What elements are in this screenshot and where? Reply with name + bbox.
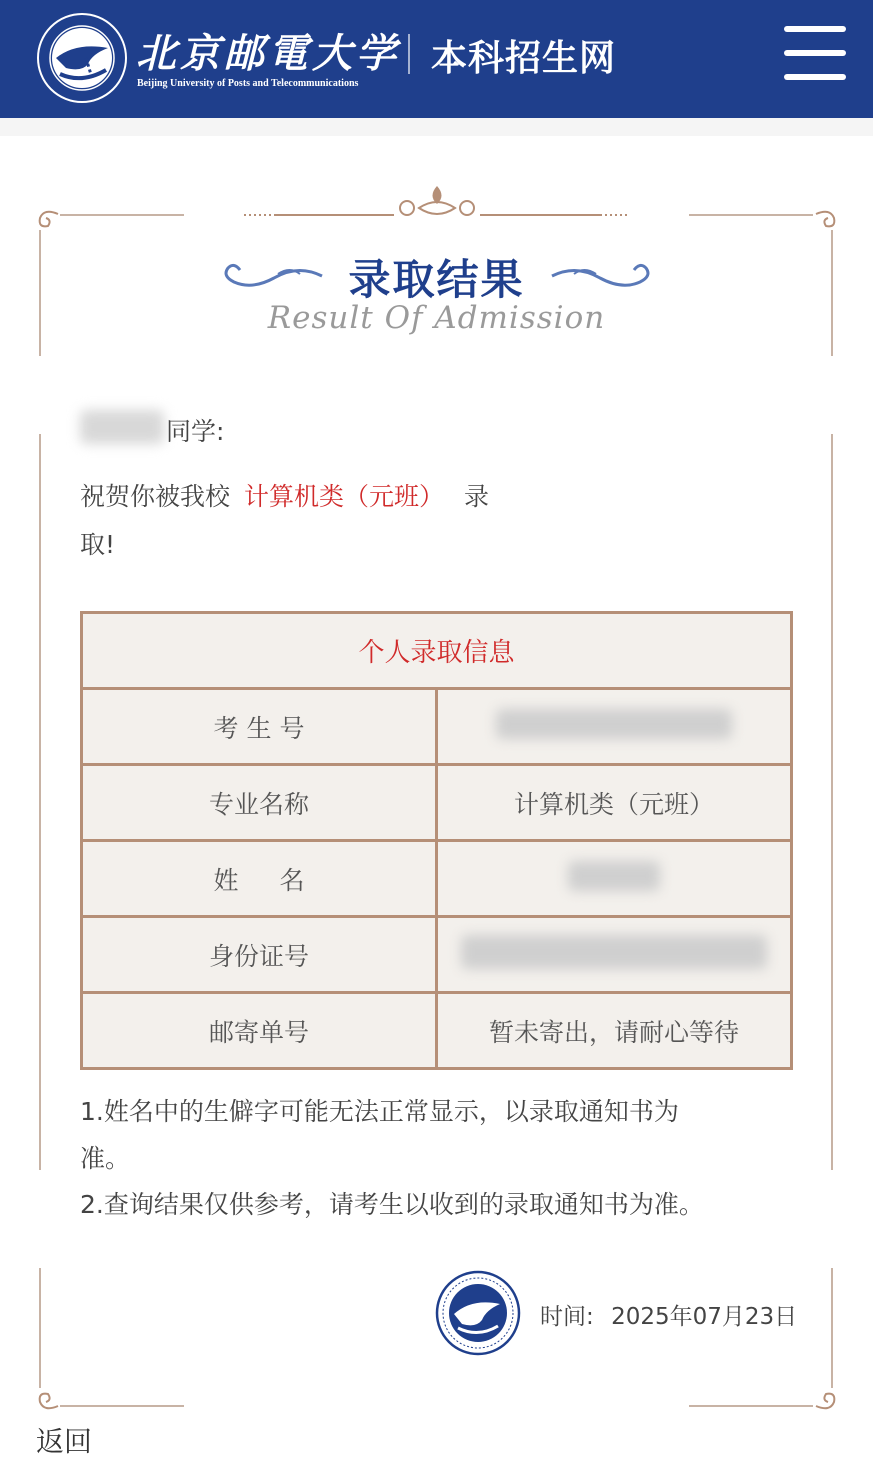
table-title: 个人录取信息 [82,613,792,689]
admitted-major: 计算机类（元班） [243,482,444,511]
note-1-cont: 准。 [80,1144,131,1173]
row-value: 暂未寄出，请耐心等待 [437,993,792,1069]
congrats-line-2: 取! [80,530,116,559]
note-1: 1.姓名中的生僻字可能无法正常显示，以录取通知书为 [80,1097,679,1126]
row-value: 计算机类（元班） [437,765,792,841]
row-label: 邮寄单号 [82,993,437,1069]
table-row [82,841,792,917]
row-value [437,689,792,765]
university-seal-icon [434,1270,522,1356]
note-2: 2.查询结果仅供参考，请考生以收到的录取通知书为准。 [80,1190,704,1219]
page-subtitle: Result Of Admission [267,300,606,336]
row-value [437,841,792,917]
table-row [82,917,792,993]
corner-ornament-icon [34,1386,62,1414]
page-title: 录取结果 [348,255,525,304]
row-label: 姓 名 [82,841,437,917]
top-header [0,0,873,118]
back-link[interactable]: 返回 [36,1425,93,1458]
site-name: 本科招生网 [431,38,617,79]
candidate-number-redacted [496,709,732,739]
time-value: 2025年07月23日 [611,1304,798,1330]
time-stamp [540,1298,797,1331]
time-label: 时间: [540,1304,594,1330]
greeting-suffix: 同学: [166,417,225,446]
university-name-en: Beijing University of Posts and Telecommunications [137,78,359,89]
corner-ornament-icon [812,206,840,234]
university-name-cn: 北京邮電大学 [136,30,400,77]
name-redacted [568,861,660,891]
header-shadow-band [0,118,873,136]
congrats-prefix: 祝贺你被我校 [80,482,231,511]
top-ornament-icon [244,182,630,222]
corner-ornament-icon [812,1386,840,1414]
header-divider [408,34,410,74]
id-number-redacted [461,935,767,969]
student-name-redacted [80,410,164,444]
admission-info-table [80,611,793,1070]
hamburger-menu-icon[interactable] [784,26,846,80]
table-header-row [82,613,792,689]
congrats-line [80,477,489,513]
table-row [82,765,792,841]
table-row [82,993,792,1069]
table-row [82,689,792,765]
row-value [437,917,792,993]
row-label: 身份证号 [82,917,437,993]
row-label: 专业名称 [82,765,437,841]
university-logo-icon[interactable] [36,12,128,104]
row-label: 考 生 号 [82,689,437,765]
congrats-suffix: 录 [463,482,489,511]
